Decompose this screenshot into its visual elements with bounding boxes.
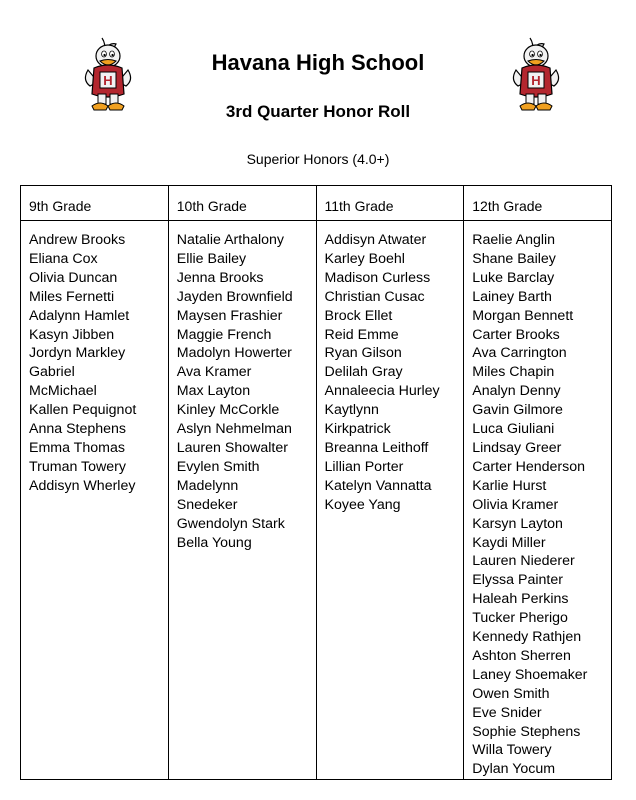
student-name: Lainey Barth — [472, 288, 552, 305]
student-name: Snedeker — [176, 496, 238, 513]
student-list — [169, 221, 316, 552]
student-name: Reid Emme — [324, 326, 399, 343]
svg-text:H: H — [531, 73, 541, 88]
student-name: Christian Cusac — [324, 288, 425, 305]
student-name: Tucker Pherigo — [472, 610, 568, 627]
student-name: Maggie French — [176, 326, 272, 343]
student-name: Eliana Cox — [29, 250, 98, 267]
student-name: Ava Carrington — [472, 345, 567, 362]
student-name: Emma Thomas — [29, 439, 125, 456]
student-name: Karsyn Layton — [472, 515, 563, 532]
grade-header: 9th Grade — [21, 186, 168, 221]
student-name: Jayden Brownfield — [176, 288, 293, 305]
student-name: Ava Kramer — [176, 364, 252, 381]
student-name: Analyn Denny — [472, 383, 561, 400]
student-name: Madison Curless — [324, 269, 431, 286]
student-name: Ashton Sherren — [472, 647, 571, 664]
student-name: Owen Smith — [472, 685, 550, 702]
student-name: Karlie Hurst — [472, 477, 547, 494]
student-name: Aslyn Nehmelman — [176, 421, 292, 438]
student-name: Kinley McCorkle — [176, 402, 280, 419]
student-name: Haleah Perkins — [472, 591, 569, 608]
grade-column-9th — [21, 186, 169, 779]
student-name: Eve Snider — [472, 704, 542, 721]
student-name: Luca Giuliani — [472, 421, 555, 438]
student-name: Anna Stephens — [29, 421, 127, 438]
student-name: Shane Bailey — [472, 250, 556, 267]
student-name: Kaydi Miller — [472, 534, 546, 551]
student-name: Gavin Gilmore — [472, 402, 563, 419]
student-name: Kennedy Rathjen — [472, 629, 582, 646]
student-name: Bella Young — [176, 534, 252, 551]
student-list — [21, 221, 168, 496]
student-name: Olivia Kramer — [472, 496, 559, 513]
student-name: Lauren Showalter — [176, 439, 288, 456]
student-name: Madolyn Howerter — [176, 345, 292, 362]
student-name: Addisyn Atwater — [324, 232, 427, 248]
student-name: Sophie Stephens — [472, 723, 581, 740]
student-name: Ryan Gilson — [324, 345, 402, 362]
student-name: Willa Towery — [472, 742, 552, 759]
student-name: Addisyn Wherley — [29, 477, 136, 494]
school-title: Havana High School — [211, 50, 425, 75]
student-name: Morgan Bennett — [472, 307, 574, 324]
student-name: Kallen Pequignot — [29, 402, 137, 419]
page-header — [0, 0, 636, 180]
grade-column-10th — [169, 186, 317, 779]
honor-roll-title: 3rd Quarter Honor Roll — [225, 102, 411, 121]
student-name: Karley Boehl — [324, 250, 405, 267]
student-name: Dylan Yocum — [472, 761, 556, 778]
student-name: Jordyn Markley — [29, 345, 126, 362]
student-name: Miles Fernetti — [29, 288, 115, 305]
grade-column-11th — [317, 186, 465, 779]
student-name: Laney Shoemaker — [472, 666, 588, 683]
student-name: Max Layton — [176, 383, 251, 400]
student-list — [464, 221, 611, 779]
student-name: Gwendolyn Stark — [176, 515, 285, 532]
student-name: Miles Chapin — [472, 364, 555, 381]
student-name: Kasyn Jibben — [29, 326, 115, 343]
student-name: Raelie Anglin — [472, 232, 556, 248]
student-name: Ellie Bailey — [176, 250, 247, 267]
student-name: Lauren Niederer — [472, 553, 575, 570]
student-name: Evylen Smith — [176, 458, 260, 475]
student-name: Olivia Duncan — [29, 269, 118, 286]
student-list — [317, 221, 464, 515]
student-name: Delilah Gray — [324, 364, 403, 381]
student-name: Jenna Brooks — [176, 269, 264, 286]
student-name: Natalie Arthalony — [176, 232, 285, 248]
student-name: Luke Barclay — [472, 269, 555, 286]
student-name: Katelyn Vannatta — [324, 477, 432, 494]
grade-header: 11th Grade — [317, 186, 464, 221]
student-name: Annaleecia Hurley — [324, 383, 440, 400]
student-name: Carter Brooks — [472, 326, 560, 343]
grade-header: 10th Grade — [169, 186, 316, 221]
student-name: Elyssa Painter — [472, 572, 563, 589]
student-name: Truman Towery — [29, 458, 126, 475]
student-name: Koyee Yang — [324, 496, 401, 513]
student-name: Madelynn — [176, 477, 239, 494]
student-name: Andrew Brooks — [29, 232, 126, 248]
honors-level-label: Superior Honors (4.0+) — [246, 151, 390, 167]
student-name: Lillian Porter — [324, 458, 404, 475]
grade-column-12th — [464, 186, 611, 779]
student-name: McMichael — [29, 383, 97, 400]
honor-roll-table — [20, 185, 612, 780]
duck-mascot-icon — [508, 34, 564, 116]
student-name: Gabriel — [29, 364, 75, 381]
student-name: Adalynn Hamlet — [29, 307, 130, 324]
student-name: Breanna Leithoff — [324, 439, 429, 456]
student-name: Kaytlynn — [324, 402, 379, 419]
student-name: Maysen Frashier — [176, 307, 283, 324]
student-name: Lindsay Greer — [472, 439, 562, 456]
student-name: Kirkpatrick — [324, 421, 391, 438]
student-name: Carter Henderson — [472, 458, 586, 475]
grade-header: 12th Grade — [464, 186, 611, 221]
student-name: Brock Ellet — [324, 307, 393, 324]
svg-text:H: H — [103, 73, 113, 88]
